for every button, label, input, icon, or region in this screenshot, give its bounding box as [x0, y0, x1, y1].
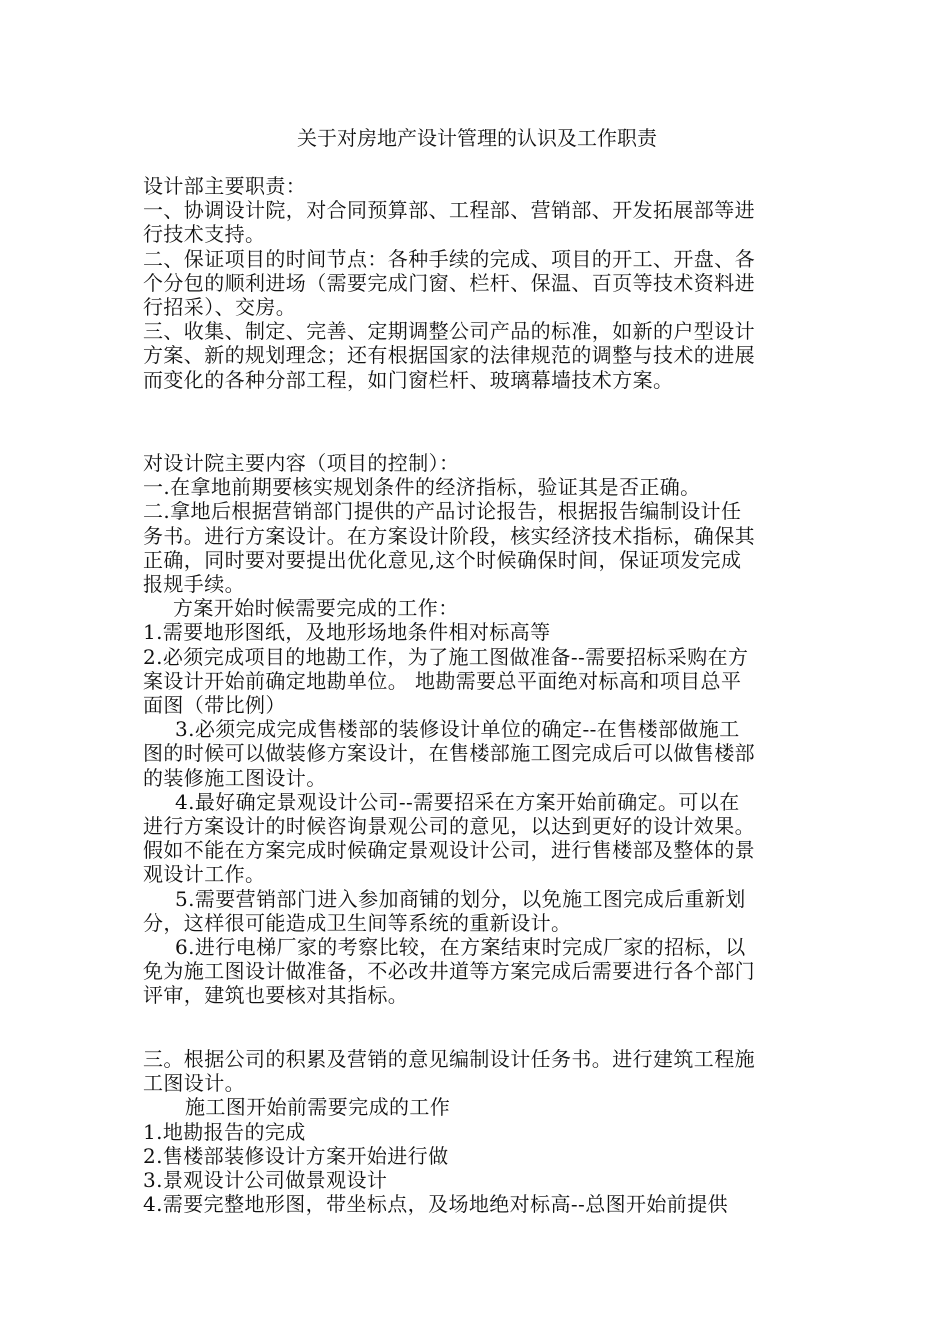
list-item: 3.必须完成完成售楼部的装修设计单位的确定--在售楼部做施工 — [175, 717, 740, 742]
subsection-heading: 施工图开始前需要完成的工作 — [185, 1095, 451, 1120]
paragraph-line: 行招采）、交房。 — [143, 295, 297, 320]
paragraph-line: 图的时候可以做装修方案设计，在售楼部施工图完成后可以做售楼部 — [143, 741, 755, 766]
paragraph-line: 假如不能在方案完成时候确定景观设计公司，进行售楼部及整体的景 — [143, 838, 755, 863]
paragraph-line: 免为施工图设计做准备，不必改井道等方案完成后需要进行各个部门 — [143, 959, 755, 984]
paragraph-line: 一.在拿地前期要核实规划条件的经济指标，验证其是否正确。 — [143, 475, 701, 500]
paragraph-line: 正确，同时要对要提出优化意见,这个时候确保时间，保证项发完成 — [143, 547, 742, 572]
list-item: 4.需要完整地形图，带坐标点，及场地绝对标高--总图开始前提供 — [143, 1192, 728, 1217]
paragraph-line: 观设计工作。 — [143, 862, 266, 887]
section-design-duties — [143, 174, 811, 392]
list-item: 4.最好确定景观设计公司--需要招采在方案开始前确定。可以在 — [175, 789, 740, 814]
list-item: 1.需要地形图纸，及地形场地条件相对标高等 — [143, 620, 551, 645]
section-heading: 三。根据公司的积累及营销的意见编制设计任务书。进行建筑工程施 — [143, 1047, 755, 1071]
list-item: 2.必须完成项目的地勘工作，为了施工图做准备--需要招标采购在方 — [143, 644, 749, 669]
list-item: 3.景观设计公司做景观设计 — [143, 1168, 388, 1193]
paragraph-line: 三、收集、制定、完善、定期调整公司产品的标准，如新的户型设计 — [143, 319, 755, 344]
paragraph-line: 而变化的各种分部工程，如门窗栏杆、玻璃幕墙技术方案。 — [143, 367, 674, 392]
paragraph-line: 报规手续。 — [143, 572, 245, 597]
section-heading: 对设计院主要内容（项目的控制）： — [143, 451, 460, 475]
paragraph-line: 进行方案设计的时候咨询景观公司的意见，以达到更好的设计效果。 — [143, 814, 755, 839]
paragraph-line: 务书。进行方案设计。在方案设计阶段，核实经济技术指标，确保其 — [143, 523, 755, 548]
list-item: 5.需要营销部门进入参加商铺的划分，以免施工图完成后重新划 — [175, 886, 746, 911]
list-item: 6.进行电梯厂家的考察比较，在方案结束时完成厂家的招标，以 — [175, 935, 746, 960]
paragraph-line: 工图设计。 — [143, 1071, 245, 1096]
section-institute-control — [143, 451, 811, 1008]
paragraph-line: 的装修施工图设计。 — [143, 765, 327, 790]
list-item: 2.售楼部装修设计方案开始进行做 — [143, 1143, 449, 1168]
subsection-heading: 方案开始时候需要完成的工作： — [173, 596, 459, 621]
paragraph-line: 二、保证项目的时间节点：各种手续的完成、项目的开工、开盘、各 — [143, 246, 755, 271]
paragraph-line: 评审，建筑也要核对其指标。 — [143, 983, 409, 1008]
paragraph-line: 个分包的顺利进场（需要完成门窗、栏杆、保温、百页等技术资料进 — [143, 270, 755, 295]
paragraph-line: 方案、新的规划理念；还有根据国家的法律规范的调整与技术的进展 — [143, 343, 755, 368]
paragraph-line: 行技术支持。 — [143, 222, 266, 247]
paragraph-line: 面图（带比例） — [143, 693, 286, 718]
paragraph-line: 分，这样很可能造成卫生间等系统的重新设计。 — [143, 910, 572, 935]
document-title: 关于对房地产设计管理的认识及工作职责 — [297, 126, 657, 150]
paragraph-line: 案设计开始前确定地勘单位。 地勘需要总平面绝对标高和项目总平 — [143, 668, 742, 693]
section-heading: 设计部主要职责： — [143, 174, 307, 198]
paragraph-line: 二.拿地后根据营销部门提供的产品讨论报告，根据报告编制设计任 — [143, 499, 742, 524]
list-item: 1.地勘报告的完成 — [143, 1119, 306, 1144]
section-construction-drawing — [143, 1047, 811, 1216]
paragraph-line: 一、协调设计院，对合同预算部、工程部、营销部、开发拓展部等进 — [143, 198, 755, 223]
